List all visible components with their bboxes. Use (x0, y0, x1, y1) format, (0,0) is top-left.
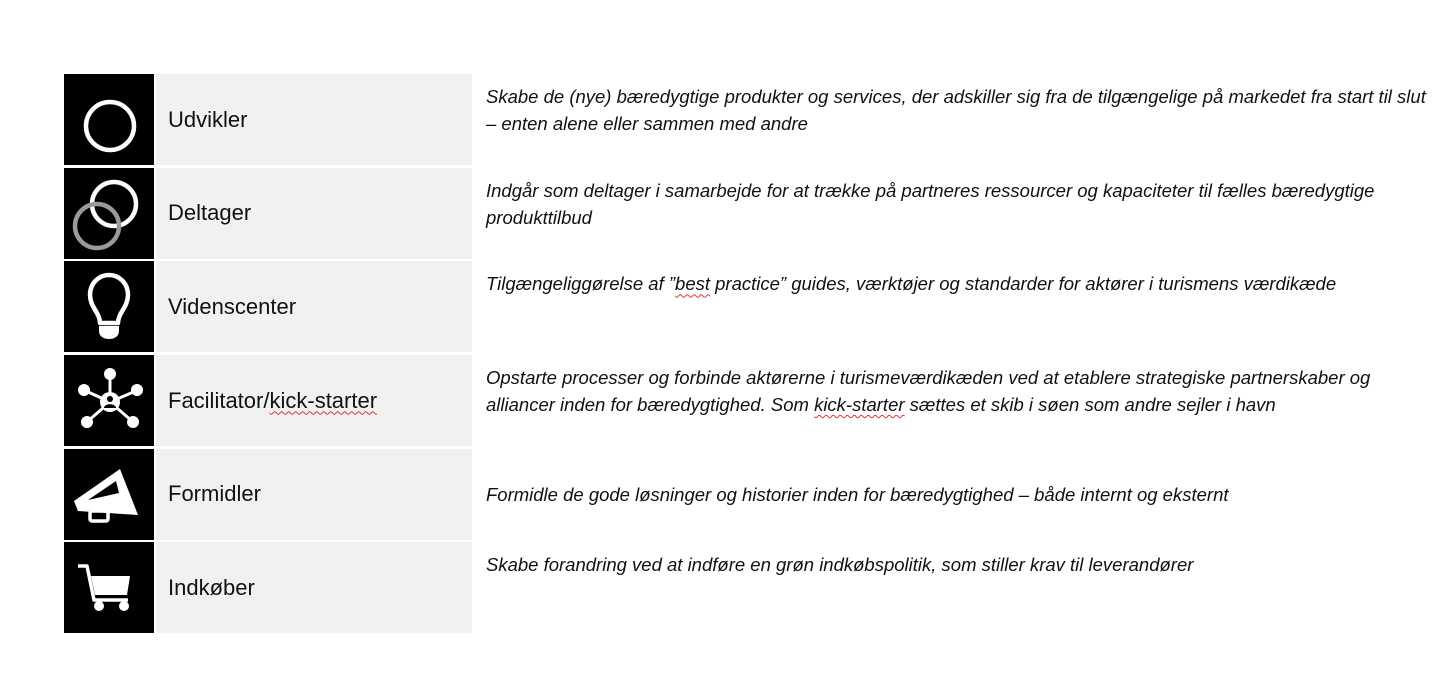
role-label (156, 261, 472, 352)
desc-text: Tilgængeliggørelse af ” (486, 273, 676, 295)
spellcheck-word: kick-starter (814, 394, 905, 416)
role-label (156, 74, 472, 165)
table-row-indkober (64, 542, 1434, 633)
role-description (472, 261, 1434, 352)
role-description: Skabe de (nye) bæredygtige produkter og services, der adskiller sig fra de tilgængelige på markedet fra start til slut – enten alene eller sammen med andre (486, 86, 1426, 134)
role-label-text: Facilitator/ (168, 387, 270, 413)
megaphone-icon (64, 449, 154, 540)
desc-text: Opstarte processer og forbinde aktørerne i turismeværdikæden ved at etablere strategiske partnerskaber og alliancer inden for bæredygtighed. Som (486, 367, 1371, 416)
table-row-deltager (64, 168, 1434, 259)
shopping-cart-icon (64, 542, 154, 633)
table-row-formidler (64, 449, 1434, 540)
role-label (156, 168, 472, 259)
spellcheck-word: best (675, 273, 710, 295)
table-row-videnscenter (64, 261, 1434, 352)
role-label-text: Udvikler (168, 106, 248, 132)
spellcheck-word: kick-starter (269, 387, 378, 413)
desc-text: sættes et skib i søen som andre sejler i havn (904, 394, 1276, 416)
role-label-text: Indkøber (168, 574, 255, 600)
roles-table (64, 74, 1434, 636)
role-label-text: Deltager (168, 200, 252, 226)
table-row-facilitator (64, 355, 1434, 446)
role-label-text: Formidler (168, 481, 261, 507)
role-description: Formidle de gode løsninger og historier inden for bæredygtighed – både internt og eksternt (486, 483, 1229, 505)
role-label (156, 542, 472, 633)
desc-text: practice” guides, værktøjer og standarder for aktører i turismens værdikæde (710, 273, 1337, 295)
table-row-udvikler (64, 74, 1434, 165)
network-hub-icon (64, 355, 154, 446)
role-label-text: Videnscenter (168, 293, 297, 319)
role-description: Indgår som deltager i samarbejde for at trække på partneres ressourcer og kapaciteter til fælles bæredygtige produkttilbud (486, 179, 1375, 228)
role-description (472, 355, 1434, 446)
role-label (156, 355, 472, 446)
role-label (156, 449, 472, 540)
overlapping-circles-icon (64, 168, 154, 259)
lightbulb-icon (64, 261, 154, 352)
role-description: Skabe forandring ved at indføre en grøn indkøbspolitik, som stiller krav til leverandører (486, 554, 1194, 576)
circle-icon (64, 74, 154, 165)
